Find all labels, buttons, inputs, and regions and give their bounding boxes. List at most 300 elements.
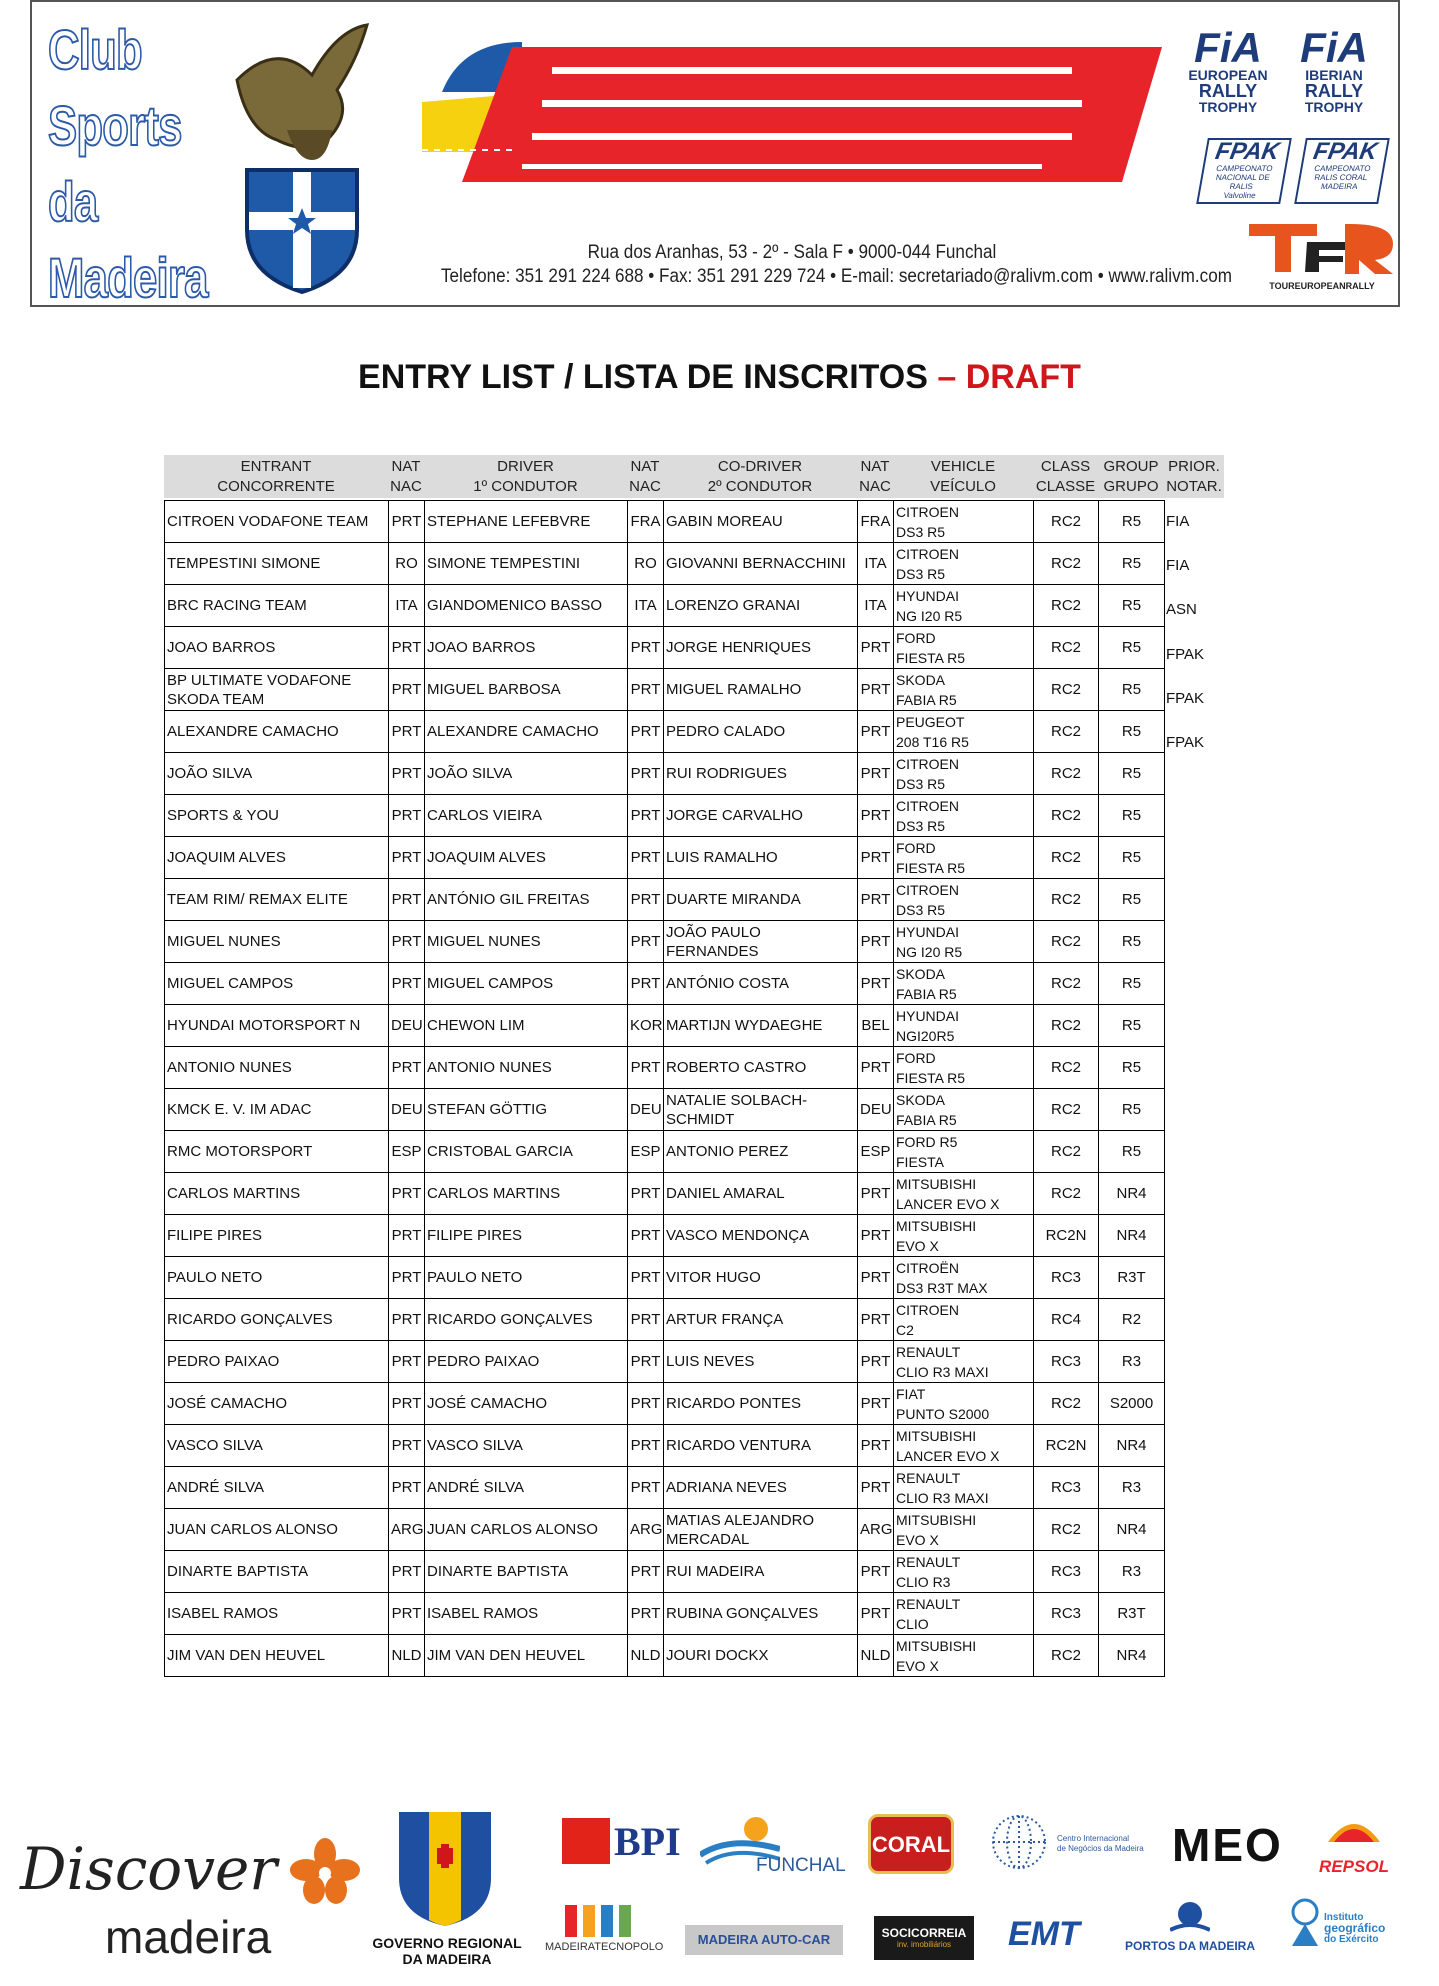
fia-wordmark: FiA: [1300, 24, 1368, 71]
codriver-nationality-cell: PRT: [858, 1425, 894, 1467]
entrant-cell: FILIPE PIRES: [165, 1215, 389, 1257]
portos-da-madeira-logo: [1120, 1900, 1260, 1953]
vehicle-line: CITROEN: [896, 545, 959, 562]
vehicle-cell: [894, 921, 1034, 963]
vehicle-cell: [894, 1131, 1034, 1173]
madeiratecnopolo-logo: [545, 1905, 665, 1953]
driver2-nationality-cell: PRT: [628, 1383, 664, 1425]
class-cell: RC3: [1034, 1593, 1099, 1635]
column-header-label: NAC: [629, 477, 661, 495]
driver-nationality-cell: PRT: [389, 1257, 425, 1299]
igeoe-line: do Exército: [1324, 1934, 1379, 1945]
cinm-text: [1057, 1834, 1144, 1854]
codriver-nationality-cell: PRT: [858, 795, 894, 837]
driver-cell: JOÃO SILVA: [425, 753, 628, 795]
driver-nationality-cell: DEU: [389, 1089, 425, 1131]
codriver-nationality-cell: PRT: [858, 1047, 894, 1089]
driver-nationality-cell: ITA: [389, 585, 425, 627]
title-main: ENTRY LIST / LISTA DE INSCRITOS: [358, 358, 928, 396]
table-row: [165, 1005, 1165, 1047]
vehicle-line: FORD: [896, 839, 936, 856]
driver-cell: CARLOS VIEIRA: [425, 795, 628, 837]
driver2-nationality-cell: PRT: [628, 1215, 664, 1257]
column-header-label: DRIVER: [497, 457, 554, 475]
cinm-line: Centro Internacional: [1057, 1834, 1130, 1843]
entrant-cell: JOÃO SILVA: [165, 753, 389, 795]
class-cell: RC2: [1034, 921, 1099, 963]
logo-text: RALIS: [1228, 182, 1254, 191]
driver-nationality-cell: PRT: [389, 1467, 425, 1509]
group-cell: NR4: [1099, 1509, 1165, 1551]
group-cell: R5: [1099, 1089, 1165, 1131]
priority-cell: FPAK: [1166, 645, 1205, 663]
fpak-national-championship-logo: [1196, 138, 1292, 204]
driver-cell: JOSÉ CAMACHO: [425, 1383, 628, 1425]
fpak-wordmark: FPAK: [1311, 138, 1380, 165]
codriver-cell: ARTUR FRANÇA: [664, 1299, 858, 1341]
codriver-cell: JORGE CARVALHO: [664, 795, 858, 837]
socicorreia-logo: [874, 1916, 974, 1960]
group-cell: NR4: [1099, 1635, 1165, 1677]
group-cell: R5: [1099, 627, 1165, 669]
codriver-nationality-cell: BEL: [858, 1005, 894, 1047]
vehicle-line: FIESTA R5: [896, 649, 965, 666]
entrant-cell: MIGUEL NUNES: [165, 921, 389, 963]
fia-european-trophy-logo: [1184, 24, 1272, 115]
column-header: [663, 455, 857, 498]
table-row: [165, 1467, 1165, 1509]
entrant-cell: TEMPESTINI SIMONE: [165, 543, 389, 585]
column-header-label: 2º CONDUTOR: [707, 477, 813, 495]
codriver-cell: JOÃO PAULO FERNANDES: [664, 921, 858, 963]
driver-nationality-cell: PRT: [389, 1299, 425, 1341]
group-cell: S2000: [1099, 1383, 1165, 1425]
vehicle-cell: [894, 837, 1034, 879]
address-line: Rua dos Aranhas, 53 - 2º - Sala F • 9000-044 Funchal: [587, 242, 997, 263]
table-row: [165, 1047, 1165, 1089]
column-header: [164, 455, 388, 498]
driver-cell: STEFAN GÖTTIG: [425, 1089, 628, 1131]
column-header-label: VEHICLE: [930, 457, 996, 475]
vehicle-cell: [894, 1215, 1034, 1257]
driver-nationality-cell: PRT: [389, 1341, 425, 1383]
driver-nationality-cell: PRT: [389, 1383, 425, 1425]
vehicle-line: MITSUBISHI: [896, 1175, 977, 1192]
table-row: [165, 1551, 1165, 1593]
codriver-nationality-cell: PRT: [858, 921, 894, 963]
driver-cell: MIGUEL BARBOSA: [425, 669, 628, 711]
class-cell: RC3: [1034, 1341, 1099, 1383]
codriver-nationality-cell: PRT: [858, 1551, 894, 1593]
bpi-wordmark: BPI: [614, 1819, 681, 1864]
driver2-nationality-cell: PRT: [628, 1257, 664, 1299]
codriver-cell: JOURI DOCKX: [664, 1635, 858, 1677]
vehicle-line: DS3 R5: [896, 817, 946, 834]
vehicle-line: SKODA: [896, 671, 946, 688]
class-cell: RC2: [1034, 669, 1099, 711]
logo-text: CAMPEONATO: [1215, 164, 1274, 173]
driver-nationality-cell: PRT: [389, 501, 425, 543]
driver-nationality-cell: ARG: [389, 1509, 425, 1551]
table-row: [165, 711, 1165, 753]
group-cell: R3: [1099, 1467, 1165, 1509]
codriver-nationality-cell: PRT: [858, 837, 894, 879]
column-header-label: CLASS: [1040, 457, 1091, 475]
class-cell: RC3: [1034, 1551, 1099, 1593]
codriver-nationality-cell: ITA: [858, 585, 894, 627]
vehicle-line: DS3 R5: [896, 775, 946, 792]
driver2-nationality-cell: PRT: [628, 1467, 664, 1509]
driver2-nationality-cell: PRT: [628, 753, 664, 795]
driver-nationality-cell: PRT: [389, 795, 425, 837]
codriver-cell: MATIAS ALEJANDRO MERCADAL: [664, 1509, 858, 1551]
group-cell: R5: [1099, 543, 1165, 585]
vehicle-line: CITROEN: [896, 797, 959, 814]
vehicle-line: RENAULT: [896, 1553, 961, 1570]
driver-cell: ANDRÉ SILVA: [425, 1467, 628, 1509]
codriver-cell: MARTIJN WYDAEGHE: [664, 1005, 858, 1047]
contact-line: Telefone: 351 291 224 688 • Fax: 351 291 229 724 • E-mail: secretariado@ralivm.com • www.ralivm.com: [441, 266, 1232, 287]
driver-cell: MIGUEL CAMPOS: [425, 963, 628, 1005]
driver2-nationality-cell: PRT: [628, 921, 664, 963]
vehicle-line: FABIA R5: [896, 691, 957, 708]
vehicle-line: LANCER EVO X: [896, 1195, 1000, 1212]
class-cell: RC2: [1034, 753, 1099, 795]
vehicle-line: CLIO R3 MAXI: [896, 1363, 989, 1380]
vehicle-cell: [894, 1173, 1034, 1215]
table-row: [165, 1509, 1165, 1551]
driver2-nationality-cell: PRT: [628, 1047, 664, 1089]
ter-caption: TOUREUROPEANRALLY: [1269, 281, 1375, 291]
column-header-label: NAC: [390, 477, 422, 495]
entrant-cell: RMC MOTORSPORT: [165, 1131, 389, 1173]
madeira-flower-icon: [290, 1838, 360, 1904]
entrant-cell: ISABEL RAMOS: [165, 1593, 389, 1635]
group-cell: R5: [1099, 711, 1165, 753]
entrant-cell: ANDRÉ SILVA: [165, 1467, 389, 1509]
codriver-nationality-cell: PRT: [858, 1383, 894, 1425]
entrant-cell: JOAO BARROS: [165, 627, 389, 669]
driver2-nationality-cell: PRT: [628, 1173, 664, 1215]
driver2-nationality-cell: PRT: [628, 711, 664, 753]
vehicle-cell: [894, 795, 1034, 837]
codriver-nationality-cell: PRT: [858, 711, 894, 753]
entrant-cell: ANTONIO NUNES: [165, 1047, 389, 1089]
driver-nationality-cell: PRT: [389, 711, 425, 753]
class-cell: RC2: [1034, 711, 1099, 753]
codriver-nationality-cell: DEU: [858, 1089, 894, 1131]
vehicle-line: FORD: [896, 629, 936, 646]
entrant-cell: PEDRO PAIXAO: [165, 1341, 389, 1383]
vehicle-line: NGI20R5: [896, 1027, 955, 1044]
vehicle-line: FORD R5: [896, 1133, 958, 1150]
igeoe-logo: [1288, 1898, 1408, 1958]
driver2-nationality-cell: PRT: [628, 1593, 664, 1635]
codriver-nationality-cell: PRT: [858, 879, 894, 921]
codriver-nationality-cell: PRT: [858, 1341, 894, 1383]
repsol-wordmark: REPSOL: [1319, 1857, 1389, 1876]
column-header: [893, 455, 1033, 498]
column-header-label: GROUP: [1103, 457, 1159, 475]
table-row: [165, 1089, 1165, 1131]
codriver-cell: ANTÓNIO COSTA: [664, 963, 858, 1005]
driver-cell: JIM VAN DEN HEUVEL: [425, 1635, 628, 1677]
entry-list-table: [164, 500, 1165, 1677]
vehicle-cell: [894, 1551, 1034, 1593]
driver-nationality-cell: PRT: [389, 1173, 425, 1215]
codriver-nationality-cell: PRT: [858, 1593, 894, 1635]
column-header: [627, 455, 663, 498]
entrant-cell: JIM VAN DEN HEUVEL: [165, 1635, 389, 1677]
codriver-cell: GIOVANNI BERNACCHINI: [664, 543, 858, 585]
driver2-nationality-cell: PRT: [628, 1551, 664, 1593]
group-cell: R5: [1099, 837, 1165, 879]
cinm-logo: [985, 1812, 1150, 1872]
entrant-cell: VASCO SILVA: [165, 1425, 389, 1467]
vehicle-line: RENAULT: [896, 1469, 961, 1486]
repsol-icon: [1324, 1812, 1384, 1852]
vehicle-line: EVO X: [896, 1657, 939, 1674]
codriver-cell: LORENZO GRANAI: [664, 585, 858, 627]
funchal-wordmark: FUNCHAL: [756, 1855, 846, 1876]
column-header-label: PRIOR.: [1168, 457, 1220, 475]
meo-logo: MEO: [1172, 1819, 1283, 1871]
table-row: [165, 669, 1165, 711]
vehicle-line: RENAULT: [896, 1343, 961, 1360]
group-cell: R5: [1099, 669, 1165, 711]
table-row: [165, 1341, 1165, 1383]
driver-nationality-cell: ESP: [389, 1131, 425, 1173]
codriver-cell: ANTONIO PEREZ: [664, 1131, 858, 1173]
driver2-nationality-cell: PRT: [628, 1425, 664, 1467]
driver-cell: MIGUEL NUNES: [425, 921, 628, 963]
driver2-nationality-cell: NLD: [628, 1635, 664, 1677]
driver-cell: PAULO NETO: [425, 1257, 628, 1299]
eagle-crest-icon: [217, 20, 377, 296]
logo-text: RALLY: [1198, 81, 1258, 101]
gov-line: GOVERNO REGIONAL: [372, 1935, 522, 1951]
group-cell: R5: [1099, 1131, 1165, 1173]
vehicle-line: MITSUBISHI: [896, 1427, 977, 1444]
vehicle-cell: [894, 1341, 1034, 1383]
codriver-nationality-cell: PRT: [858, 963, 894, 1005]
codriver-cell: DANIEL AMARAL: [664, 1173, 858, 1215]
club-line: da: [48, 170, 98, 233]
driver-nationality-cell: PRT: [389, 879, 425, 921]
vehicle-line: CITROEN: [896, 1301, 959, 1318]
column-header-label: NAT: [630, 457, 660, 475]
entrant-cell: SPORTS & YOU: [165, 795, 389, 837]
column-header-label: CO-DRIVER: [717, 457, 803, 475]
group-cell: R5: [1099, 1047, 1165, 1089]
entrant-cell: MIGUEL CAMPOS: [165, 963, 389, 1005]
vehicle-cell: [894, 1509, 1034, 1551]
codriver-nationality-cell: ITA: [858, 543, 894, 585]
table-row: [165, 753, 1165, 795]
column-header-label: GRUPO: [1103, 477, 1159, 495]
class-cell: RC2: [1034, 879, 1099, 921]
vehicle-line: CLIO R3 MAXI: [896, 1489, 989, 1506]
codriver-cell: DUARTE MIRANDA: [664, 879, 858, 921]
column-header-label: NOTAR.: [1166, 477, 1222, 495]
entrant-cell: BRC RACING TEAM: [165, 585, 389, 627]
class-cell: RC2: [1034, 795, 1099, 837]
madeira-coat-of-arms-icon: [395, 1808, 495, 1928]
table-row: [165, 627, 1165, 669]
codriver-nationality-cell: PRT: [858, 669, 894, 711]
vehicle-line: DS3 R5: [896, 565, 946, 582]
codriver-nationality-cell: PRT: [858, 1215, 894, 1257]
driver2-nationality-cell: ITA: [628, 585, 664, 627]
group-cell: R5: [1099, 1005, 1165, 1047]
vehicle-cell: [894, 1047, 1034, 1089]
codriver-cell: MIGUEL RAMALHO: [664, 669, 858, 711]
driver2-nationality-cell: PRT: [628, 1299, 664, 1341]
driver2-nationality-cell: ESP: [628, 1131, 664, 1173]
draft-badge: DRAFT: [965, 358, 1081, 396]
vehicle-line: FIAT: [896, 1385, 926, 1402]
codriver-cell: JORGE HENRIQUES: [664, 627, 858, 669]
madeiratecnopolo-wordmark: MADEIRATECNOPOLO: [545, 1941, 664, 1953]
class-cell: RC2: [1034, 1635, 1099, 1677]
class-cell: RC2: [1034, 837, 1099, 879]
vehicle-line: FABIA R5: [896, 1111, 957, 1128]
column-header: [857, 455, 893, 498]
vehicle-cell: [894, 1593, 1034, 1635]
ter-icon: [1247, 220, 1397, 276]
tour-european-rally-logo: [1247, 220, 1397, 290]
driver-cell: CRISTOBAL GARCIA: [425, 1131, 628, 1173]
codriver-nationality-cell: PRT: [858, 1173, 894, 1215]
priority-cell: FIA: [1166, 557, 1190, 575]
coral-wordmark: CORAL: [871, 1832, 951, 1857]
igeoe-icon: [1288, 1898, 1322, 1948]
class-cell: RC3: [1034, 1257, 1099, 1299]
group-cell: R3: [1099, 1551, 1165, 1593]
vehicle-line: DS3 R5: [896, 523, 946, 540]
gov-line: DA MADEIRA: [402, 1951, 492, 1967]
vehicle-line: CLIO: [896, 1615, 929, 1632]
globe-icon: [985, 1812, 1053, 1872]
codriver-cell: GABIN MOREAU: [664, 501, 858, 543]
column-header-label: VEÍCULO: [930, 477, 996, 495]
column-header-label: NAC: [859, 477, 891, 495]
vehicle-line: HYUNDAI: [896, 1007, 960, 1024]
driver-nationality-cell: DEU: [389, 1005, 425, 1047]
codriver-cell: RUBINA GONÇALVES: [664, 1593, 858, 1635]
driver-cell: CARLOS MARTINS: [425, 1173, 628, 1215]
vehicle-cell: [894, 711, 1034, 753]
driver-nationality-cell: PRT: [389, 1215, 425, 1257]
column-header-label: NAT: [391, 457, 421, 475]
driver-nationality-cell: PRT: [389, 921, 425, 963]
entrant-cell: DINARTE BAPTISTA: [165, 1551, 389, 1593]
column-header: [388, 455, 424, 498]
logo-text: TROPHY: [1304, 99, 1364, 115]
driver2-nationality-cell: PRT: [628, 669, 664, 711]
socicorreia-tagline: inv. imobiliários: [896, 1940, 952, 1949]
vehicle-cell: [894, 1635, 1034, 1677]
driver-nationality-cell: PRT: [389, 1425, 425, 1467]
fpak-wordmark: FPAK: [1213, 138, 1282, 165]
class-cell: RC2: [1034, 1005, 1099, 1047]
repsol-logo: [1314, 1812, 1394, 1876]
driver2-nationality-cell: DEU: [628, 1089, 664, 1131]
driver-cell: JOAQUIM ALVES: [425, 837, 628, 879]
driver-cell: FILIPE PIRES: [425, 1215, 628, 1257]
entrant-cell: BP ULTIMATE VODAFONE SKODA TEAM: [165, 669, 389, 711]
logo-text: Valvoline: [1222, 191, 1257, 200]
vehicle-line: CLIO R3: [896, 1573, 951, 1590]
driver-cell: ALEXANDRE CAMACHO: [425, 711, 628, 753]
igeoe-line: geográfico: [1324, 1921, 1386, 1935]
table-row: [165, 501, 1165, 543]
vehicle-line: HYUNDAI: [896, 923, 960, 940]
vehicle-cell: [894, 1299, 1034, 1341]
codriver-cell: VASCO MENDONÇA: [664, 1215, 858, 1257]
vehicle-cell: [894, 1467, 1034, 1509]
class-cell: RC2: [1034, 1089, 1099, 1131]
class-cell: RC2: [1034, 1509, 1099, 1551]
class-cell: RC2: [1034, 501, 1099, 543]
table-row: [165, 1215, 1165, 1257]
group-cell: R3: [1099, 1341, 1165, 1383]
codriver-cell: PEDRO CALADO: [664, 711, 858, 753]
driver-nationality-cell: RO: [389, 543, 425, 585]
logo-text: RALLY: [1304, 81, 1364, 101]
class-cell: RC2N: [1034, 1425, 1099, 1467]
club-line: Club: [48, 18, 142, 81]
vehicle-line: CITROEN: [896, 755, 959, 772]
vehicle-cell: [894, 963, 1034, 1005]
entrant-cell: PAULO NETO: [165, 1257, 389, 1299]
group-cell: R5: [1099, 795, 1165, 837]
governo-regional-label: [372, 1935, 522, 1967]
driver-cell: STEPHANE LEFEBVRE: [425, 501, 628, 543]
group-cell: NR4: [1099, 1425, 1165, 1467]
club-name: [48, 12, 208, 316]
group-cell: R5: [1099, 921, 1165, 963]
driver-nationality-cell: PRT: [389, 963, 425, 1005]
codriver-nationality-cell: PRT: [858, 1257, 894, 1299]
driver-cell: GIANDOMENICO BASSO: [425, 585, 628, 627]
driver2-nationality-cell: FRA: [628, 501, 664, 543]
driver2-nationality-cell: ARG: [628, 1509, 664, 1551]
class-cell: RC2: [1034, 1047, 1099, 1089]
column-header: [424, 455, 627, 498]
class-cell: RC2N: [1034, 1215, 1099, 1257]
club-line: Madeira: [48, 246, 208, 309]
codriver-cell: ADRIANA NEVES: [664, 1467, 858, 1509]
vehicle-cell: [894, 543, 1034, 585]
group-cell: R5: [1099, 753, 1165, 795]
table-row: [165, 1425, 1165, 1467]
vehicle-line: MITSUBISHI: [896, 1637, 977, 1654]
codriver-cell: RICARDO VENTURA: [664, 1425, 858, 1467]
driver-nationality-cell: PRT: [389, 627, 425, 669]
vehicle-cell: [894, 627, 1034, 669]
vehicle-line: PUNTO S2000: [896, 1405, 990, 1422]
codriver-cell: NATALIE SOLBACH-SCHMIDT: [664, 1089, 858, 1131]
table-row: [165, 1383, 1165, 1425]
entrant-cell: JOAQUIM ALVES: [165, 837, 389, 879]
vehicle-line: MITSUBISHI: [896, 1511, 977, 1528]
portos-icon: [1170, 1900, 1210, 1934]
class-cell: RC3: [1034, 1467, 1099, 1509]
driver-cell: SIMONE TEMPESTINI: [425, 543, 628, 585]
vehicle-line: FIESTA: [896, 1153, 944, 1170]
driver2-nationality-cell: PRT: [628, 627, 664, 669]
